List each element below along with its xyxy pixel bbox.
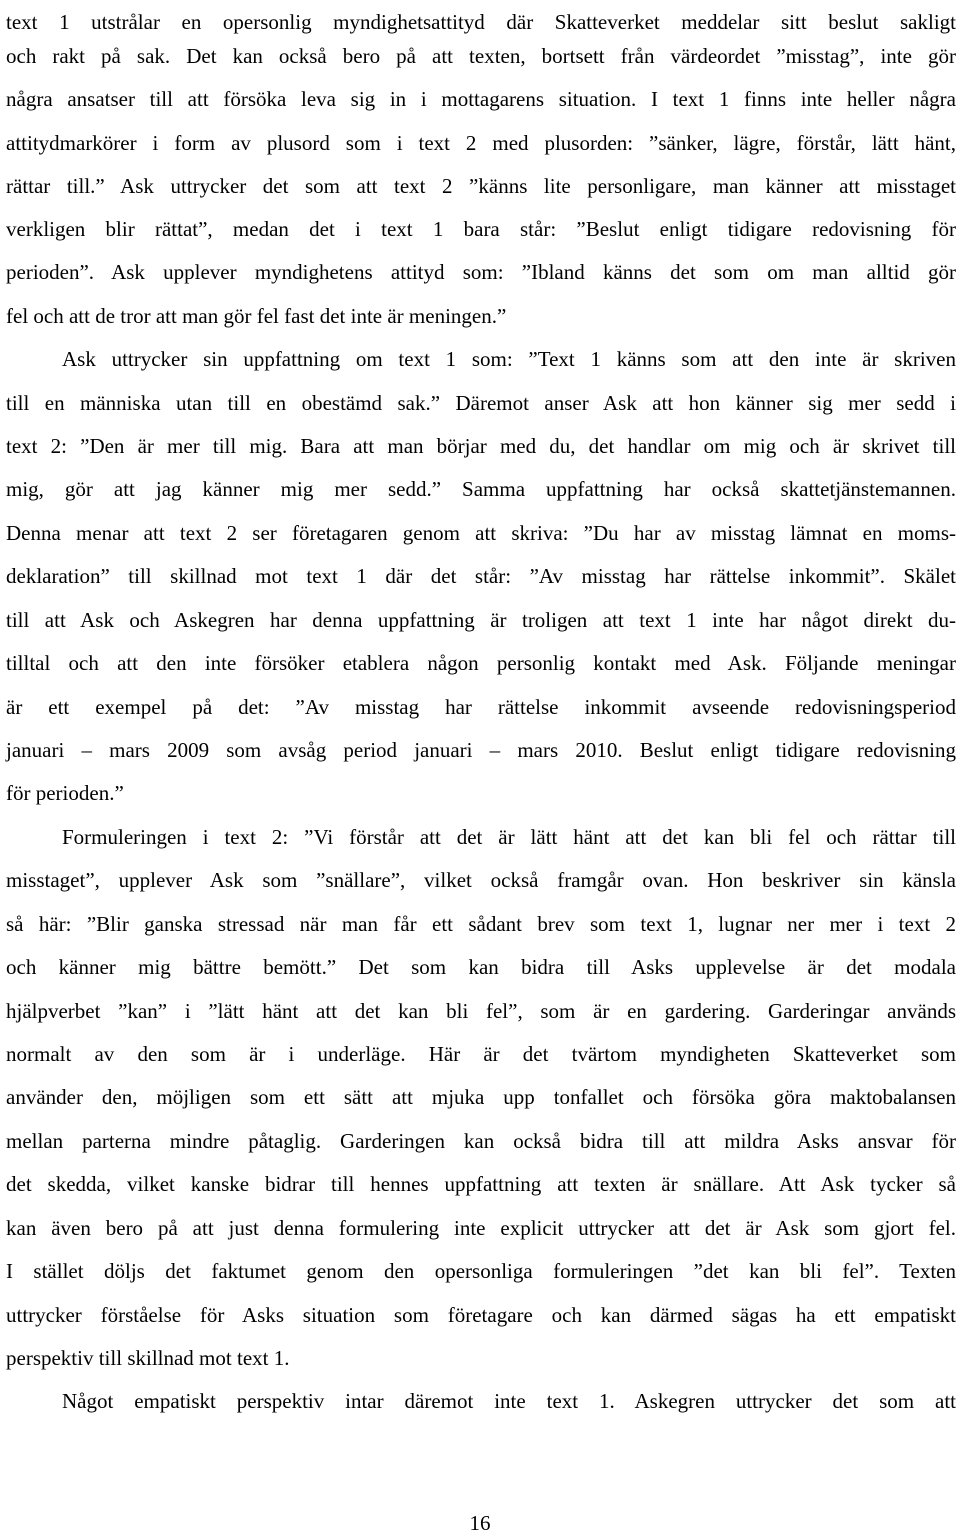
text-line: till att Ask och Askegren har denna uppfattning är troligen att text 1 inte har något direkt du-: [6, 608, 956, 632]
text-line: text 2: ”Den är mer till mig. Bara att man börjar med du, det handlar om mig och är skrivet till: [6, 434, 956, 458]
text-line: Denna menar att text 2 ser företagaren genom att skriva: ”Du har av misstag lämnat en moms-: [6, 521, 956, 545]
text-line: och rakt på sak. Det kan också bero på att texten, bortsett från värdeordet ”misstag”, inte gör: [6, 44, 956, 68]
text-line: fel och att de tror att man gör fel fast det inte är meningen.”: [6, 304, 507, 328]
text-line: mellan parterna mindre påtaglig. Garderingen kan också bidra till att mildra Asks ansvar för: [6, 1129, 956, 1153]
text-line: för perioden.”: [6, 781, 124, 805]
text-line: perspektiv till skillnad mot text 1.: [6, 1346, 290, 1370]
text-line: och känner mig bättre bemött.” Det som kan bidra till Asks upplevelse är det modala: [6, 955, 956, 979]
text-line: uttrycker förståelse för Asks situation som företagare och kan därmed sägas ha ett empatiskt: [6, 1303, 956, 1327]
text-line: Formuleringen i text 2: ”Vi förstår att det är lätt hänt att det kan bli fel och rättar till: [62, 825, 956, 849]
text-line: använder den, möjligen som ett sätt att mjuka upp tonfallet och försöka göra maktobalansen: [6, 1085, 956, 1109]
text-line: Ask uttrycker sin uppfattning om text 1 som: ”Text 1 känns som att den inte är skriven: [62, 347, 956, 371]
text-line: normalt av den som är i underläge. Här är det tvärtom myndigheten Skatteverket som: [6, 1042, 956, 1066]
text-line: är ett exempel på det: ”Av misstag har rättelse inkommit avseende redovisningsperiod: [6, 695, 956, 719]
text-line: Något empatiskt perspektiv intar däremot inte text 1. Askegren uttrycker det som att: [62, 1389, 956, 1413]
text-line: verkligen blir rättat”, medan det i text 1 bara står: ”Beslut enligt tidigare redovisning för: [6, 217, 956, 241]
text-line: mig, gör att jag känner mig mer sedd.” Samma uppfattning har också skattetjänstemannen.: [6, 477, 956, 501]
page-number: 16: [469, 1511, 491, 1535]
text-line: hjälpverbet ”kan” i ”lätt hänt att det kan bli fel”, som är en gardering. Garderingar används: [6, 999, 956, 1023]
text-line: attitydmarkörer i form av plusord som i text 2 med plusorden: ”sänker, lägre, förstår, lätt hänt,: [6, 131, 956, 155]
text-line: kan även bero på att just denna formulering inte explicit uttrycker att det är Ask som gjort fel.: [6, 1216, 956, 1240]
text-line: några ansatser till att försöka leva sig in i mottagarens situation. I text 1 finns inte heller några: [6, 87, 956, 111]
text-line: deklaration” till skillnad mot text 1 där det står: ”Av misstag har rättelse inkommit”. Skälet: [6, 564, 956, 588]
text-line: januari – mars 2009 som avsåg period januari – mars 2010. Beslut enligt tidigare redovisning: [6, 738, 956, 762]
text-line: misstaget”, upplever Ask som ”snällare”, vilket också framgår ovan. Hon beskriver sin känsla: [6, 868, 956, 892]
text-line: perioden”. Ask upplever myndighetens attityd som: ”Ibland känns det som om man alltid gör: [6, 260, 956, 284]
text-line: text 1 utstrålar en opersonlig myndighetsattityd där Skatteverket meddelar sitt beslut sakligt: [6, 10, 956, 34]
text-line: rättar till.” Ask uttrycker det som att text 2 ”känns lite personligare, man känner att misstaget: [6, 174, 956, 198]
text-line: så här: ”Blir ganska stressad när man får ett sådant brev som text 1, lugnar ner mer i text 2: [6, 912, 956, 936]
text-line: det skedda, vilket kanske bidrar till hennes uppfattning att texten är snällare. Att Ask tycker så: [6, 1172, 956, 1196]
text-line: till en människa utan till en obestämd sak.” Däremot anser Ask att hon känner sig mer sedd i: [6, 391, 956, 415]
text-line: tilltal och att den inte försöker etablera någon personlig kontakt med Ask. Följande meningar: [6, 651, 956, 675]
text-line: I stället döljs det faktumet genom den opersonliga formuleringen ”det kan bli fel”. Texten: [6, 1259, 956, 1283]
